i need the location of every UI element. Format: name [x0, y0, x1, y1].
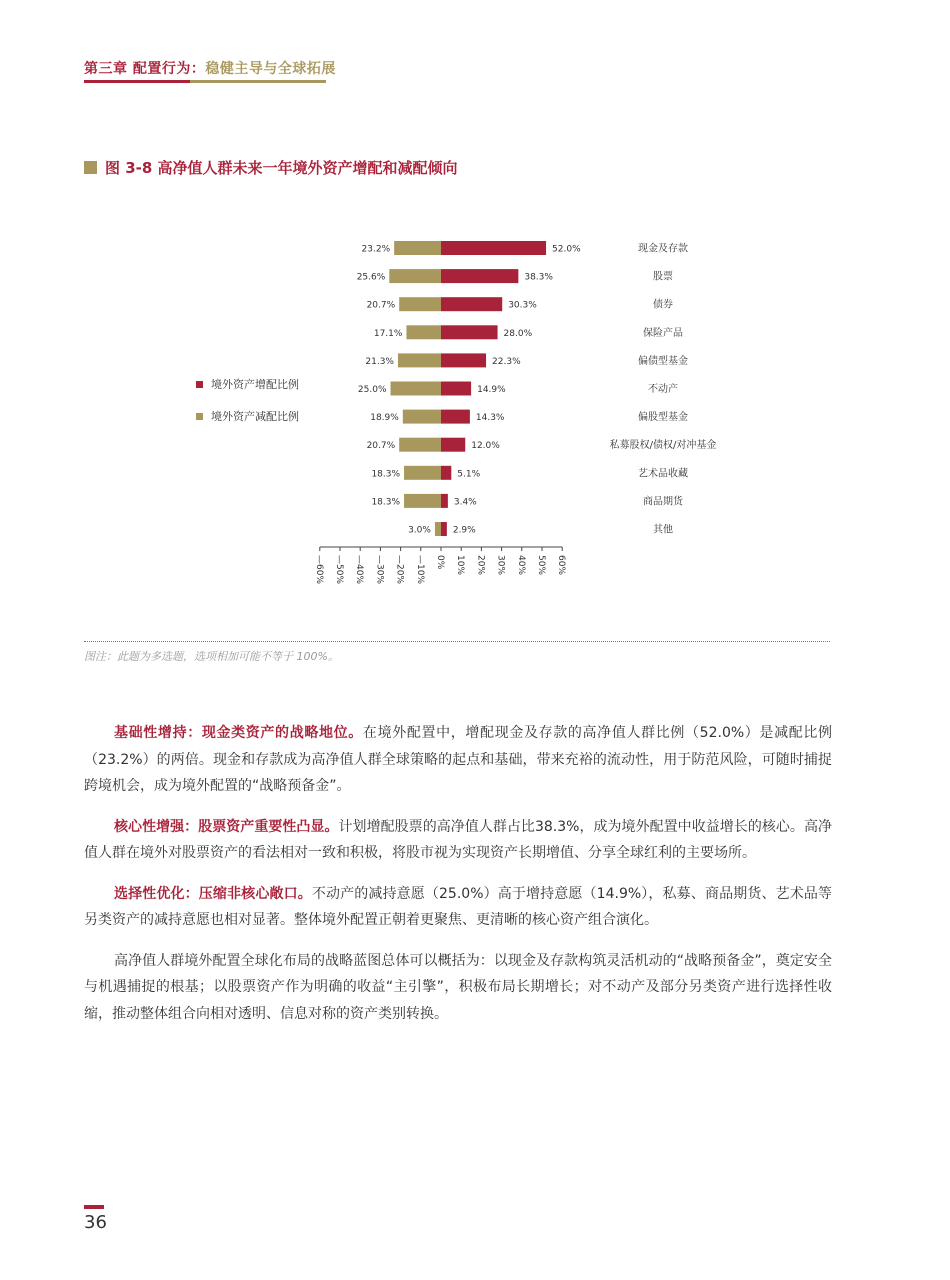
data-label-increase-1: 38.3%	[524, 272, 553, 283]
header-rule-accent	[84, 80, 190, 83]
data-label-increase-2: 30.3%	[508, 300, 537, 311]
paragraph-1-highlight: 基础性增持：现金类资产的战略地位。	[114, 725, 363, 741]
category-label-5: 不动产	[648, 384, 678, 395]
paragraph-3-highlight: 选择性优化：压缩非核心敞口。	[114, 885, 312, 902]
data-label-decrease-1: 25.6%	[356, 272, 386, 283]
category-label-8: 艺术品收藏	[638, 468, 688, 480]
x-tick-label-6: 0%	[435, 555, 445, 570]
x-tick-label-2: —40%	[354, 555, 365, 585]
x-tick-label-0: —60%	[313, 555, 324, 585]
data-label-decrease-7: 20.7%	[366, 441, 396, 452]
bar-decrease-0	[394, 241, 441, 255]
legend-swatch-increase	[196, 381, 203, 388]
chapter-subtitle: 稳健主导与全球拓展	[205, 61, 336, 77]
data-label-decrease-6: 18.9%	[370, 413, 399, 424]
data-label-decrease-5: 25.0%	[357, 385, 387, 395]
figure-title-square-icon	[84, 161, 97, 174]
x-tick-label-4: —20%	[394, 555, 405, 585]
category-label-3: 保险产品	[643, 327, 683, 339]
legend-item-decrease	[196, 406, 299, 426]
x-tick-label-8: 20%	[475, 555, 486, 576]
data-label-increase-9: 3.4%	[453, 497, 477, 508]
category-label-0: 现金及存款	[638, 243, 688, 255]
page-number: 36	[84, 1212, 107, 1233]
category-label-10: 其他	[653, 524, 673, 536]
bar-increase-0	[441, 241, 546, 255]
category-label-9: 商品期货	[643, 496, 683, 508]
data-label-increase-8: 5.1%	[457, 469, 481, 480]
bar-increase-4	[441, 353, 486, 367]
chart-legend	[196, 374, 299, 438]
category-label-6: 偏股型基金	[638, 412, 688, 424]
diverging-bar-chart	[0, 225, 950, 595]
paragraph-1-text: 在境外配置中，增配现金及存款的高净值人群比例（52.0%）是减配比例（23.2%）的两倍。现金和存款成为高净值人群全球策略的起点和基础，带来充裕的流动性，用于防范风险，可随时捕捉跨境机会，成为境外配置的“战略预备金”。	[84, 725, 833, 794]
bar-decrease-4	[398, 353, 441, 367]
x-tick-label-7: 10%	[455, 555, 466, 576]
dotted-divider	[84, 641, 830, 642]
bar-decrease-6	[403, 410, 441, 424]
data-label-decrease-2: 20.7%	[366, 300, 396, 311]
x-tick-label-5: —10%	[414, 555, 425, 585]
paragraph-3	[84, 881, 832, 934]
bar-increase-9	[441, 494, 448, 508]
category-label-2: 债券	[653, 299, 673, 311]
x-tick-label-9: 30%	[495, 555, 506, 576]
category-label-1: 股票	[653, 271, 673, 283]
page-number-rule	[84, 1205, 104, 1209]
bar-decrease-7	[399, 438, 441, 452]
paragraph-2	[84, 814, 832, 867]
paragraph-4-text: 高净值人群境外配置全球化布局的战略蓝图总体可以概括为：以现金及存款构筑灵活机动的“战略预备金”，奠定安全与机遇捕捉的根基；以股票资产作为明确的收益“主引擎”，积极布局长期增长；对不动产及部分另类资产进行选择性收缩，推动整体组合向相对透明、信息对称的资产类别转换。	[84, 952, 832, 1022]
x-tick-label-3: —30%	[374, 555, 385, 585]
data-label-increase-6: 14.3%	[475, 413, 505, 424]
bar-decrease-2	[399, 297, 441, 311]
paragraph-1	[84, 720, 832, 800]
data-label-increase-7: 12.0%	[471, 441, 500, 452]
bar-decrease-8	[404, 466, 441, 480]
legend-label-decrease: 境外资产减配比例	[211, 410, 299, 423]
legend-swatch-decrease	[196, 413, 203, 420]
bar-increase-8	[441, 466, 451, 480]
data-label-decrease-0: 23.2%	[361, 244, 391, 255]
x-tick-label-1: —50%	[334, 555, 344, 585]
bar-increase-7	[441, 438, 465, 452]
figure-title-text: 图 3-8 高净值人群未来一年境外资产增配和减配倾向	[105, 159, 458, 177]
bar-increase-1	[441, 269, 518, 283]
category-label-4: 偏债型基金	[638, 355, 688, 367]
bar-decrease-10	[435, 522, 441, 536]
category-label-7: 私募股权/债权/对冲基金	[609, 440, 717, 452]
paragraph-4	[84, 948, 832, 1028]
paragraph-2-highlight: 核心性增强：股票资产重要性凸显。	[114, 818, 339, 835]
data-label-decrease-4: 21.3%	[365, 356, 394, 367]
bar-increase-10	[441, 522, 447, 536]
data-label-decrease-3: 17.1%	[373, 328, 403, 339]
data-label-increase-3: 28.0%	[503, 328, 533, 339]
body-text	[84, 720, 832, 1041]
bar-increase-2	[441, 297, 502, 311]
legend-label-increase: 境外资产增配比例	[211, 378, 299, 391]
bar-increase-3	[441, 325, 498, 339]
x-tick-label-10: 40%	[515, 555, 526, 576]
header-rule	[84, 80, 326, 83]
bar-decrease-9	[404, 494, 441, 508]
bar-decrease-5	[391, 382, 442, 396]
paragraph-3-text: 不动产的减持意愿（25.0%）高于增持意愿（14.9%），私募、商品期货、艺术品等另类资产的减持意愿也相对显著。整体境外配置正朝着更聚焦、更清晰的核心资产组合演化。	[84, 885, 832, 928]
bar-decrease-1	[389, 269, 441, 283]
data-label-decrease-10: 3.0%	[408, 525, 431, 536]
bar-decrease-3	[406, 325, 441, 339]
chapter-header	[84, 58, 336, 78]
figure-title	[84, 157, 458, 178]
data-label-increase-0: 52.0%	[552, 244, 581, 255]
data-label-decrease-8: 18.3%	[371, 469, 401, 480]
legend-item-increase	[196, 374, 299, 394]
data-label-decrease-9: 18.3%	[371, 497, 401, 508]
x-tick-label-11: 50%	[536, 555, 546, 576]
paragraph-2-text: 计划增配股票的高净值人群占比38.3%，成为境外配置中收益增长的核心。高净值人群在境外对股票资产的看法相对一致和积极，将股市视为实现资产长期增值、分享全球红利的主要场所。	[84, 818, 832, 861]
data-label-increase-4: 22.3%	[492, 356, 521, 367]
x-tick-label-12: 60%	[556, 555, 567, 576]
figure-note: 图注：此题为多选题，选项相加可能不等于 100%。	[84, 650, 339, 663]
bar-increase-5	[441, 382, 471, 396]
data-label-increase-5: 14.9%	[477, 385, 506, 395]
chapter-label: 第三章 配置行为：	[84, 61, 206, 77]
bar-increase-6	[441, 410, 470, 424]
data-label-increase-10: 2.9%	[452, 525, 476, 536]
